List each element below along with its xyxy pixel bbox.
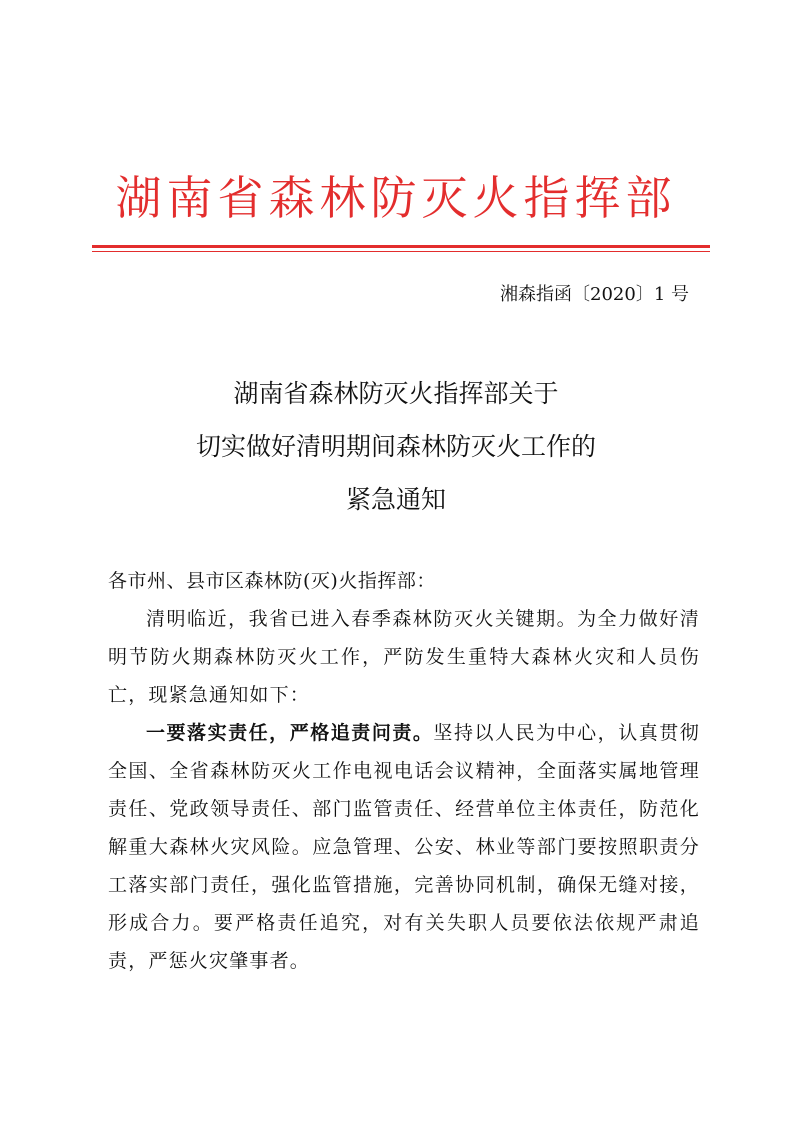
red-header-rule-thin — [92, 251, 710, 252]
paragraph-responsibility — [108, 714, 700, 980]
issuing-organization-title: 湖南省森林防灭火指挥部 — [115, 171, 677, 225]
document-number: 湘森指函〔2020〕1 号 — [500, 284, 689, 305]
paragraph-lead-heading: 一要落实责任，严格追责问责。 — [146, 722, 434, 744]
document-title-line-3: 紧急通知 — [345, 485, 446, 514]
document-title — [0, 367, 792, 526]
paragraph-intro: 清明临近，我省已进入春季森林防灭火关键期。为全力做好清明节防火期森林防灭火工作，严防发生重特大森林火灾和人员伤亡，现紧急通知如下： — [108, 608, 700, 706]
salutation: 各市州、县市区森林防(灭)火指挥部： — [108, 570, 436, 592]
document-title-line-1: 湖南省森林防灭火指挥部关于 — [233, 379, 559, 408]
document-body — [108, 562, 700, 980]
red-header-rule-thick — [92, 245, 710, 248]
document-title-line-2: 切实做好清明期间森林防灭火工作的 — [195, 432, 596, 461]
paragraph-responsibility-body: 坚持以人民为中心，认真贯彻全国、全省森林防灭火工作电视电话会议精神，全面落实属地管理责任、党政领导责任、部门监管责任、经营单位主体责任，防范化解重大森林火灾风险。应急管理、公安、林业等部门要按照职责分工落实部门责任，强化监管措施，完善协同机制，确保无缝对接，形成合力。要严格责任追究，对有关失职人员要依法依规严肃追责，严惩火灾肇事者。 — [108, 722, 700, 972]
